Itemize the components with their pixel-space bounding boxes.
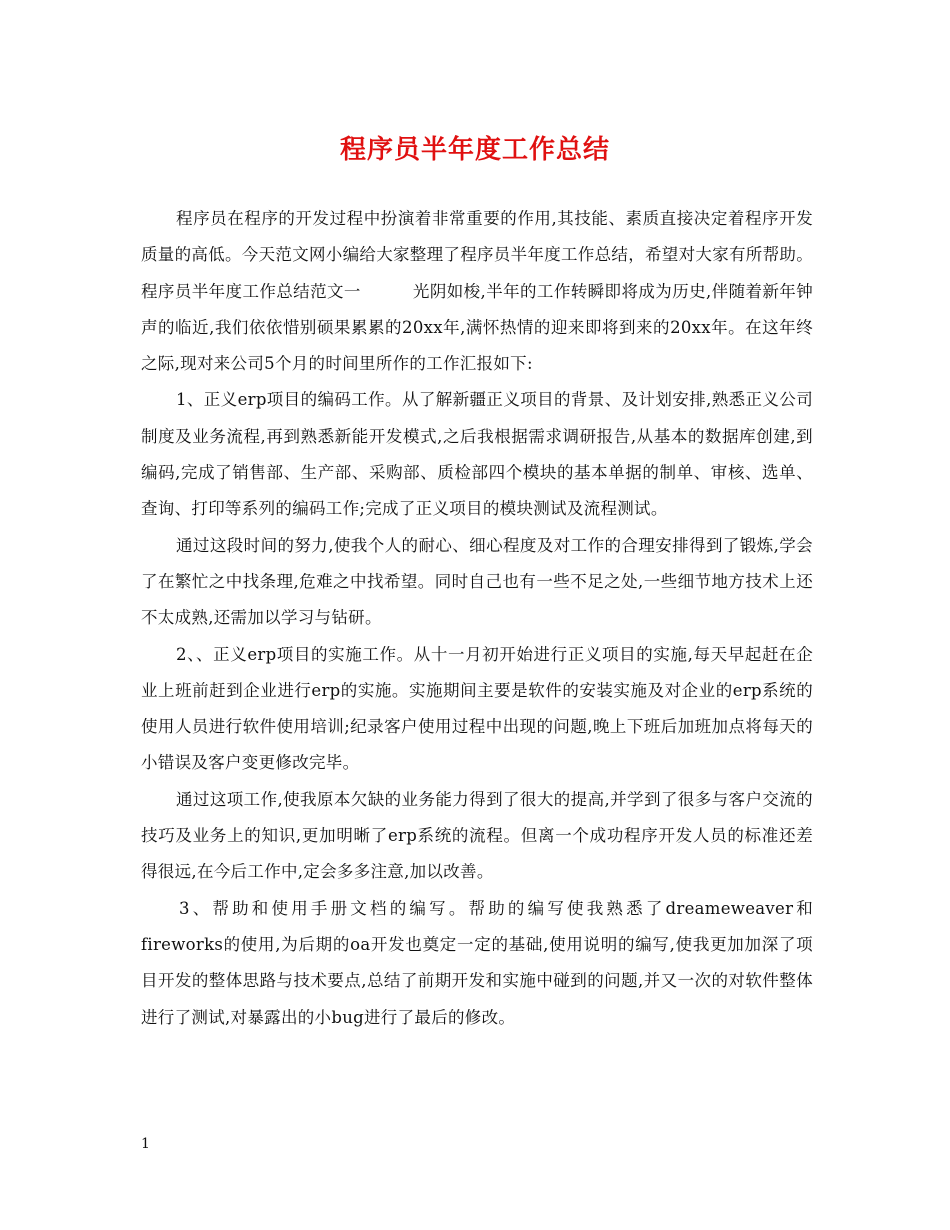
- section-heading: 程序员半年度工作总结范文一: [141, 281, 361, 301]
- body-paragraph: 3、帮助和使用手册文档的编写。帮助的编写使我熟悉了dreameweaver和fireworks的使用,为后期的oa开发也奠定一定的基础,使用说明的编写,使我更加加深了项目开发的整体思路与技术要点,总结了前期开发和实施中碰到的问题,并又一次的对软件整体进行了测试,对暴露出的小bug进行了最后的修改。: [141, 898, 813, 1027]
- body-paragraph: 通过这段时间的努力,使我个人的耐心、细心程度及对工作的合理安排得到了锻炼,学会了在繁忙之中找条理,危难之中找希望。同时自己也有一些不足之处,一些细节地方技术上还不太成熟,还需加以学习与钻研。: [141, 535, 813, 628]
- document-title: 程序员半年度工作总结: [339, 135, 610, 165]
- intro-paragraph: 程序员在程序的开发过程中扮演着非常重要的作用,其技能、素质直接决定着程序开发质量的高低。今天范文网小编给大家整理了程序员半年度工作总结，希望对大家有所帮助。: [141, 209, 813, 265]
- body-paragraph: 1、正义erp项目的编码工作。从了解新疆正义项目的背景、及计划安排,熟悉正义公司制度及业务流程,再到熟悉新能开发模式,之后我根据需求调研报告,从基本的数据库创建,到编码,完成了销售部、生产部、采购部、质检部四个模块的基本单据的制单、审核、选单、查询、打印等系列的编码工作;完成了正义项目的模块测试及流程测试。: [141, 390, 813, 519]
- section-opening: 光阴如梭,半年的工作转瞬即将成为历史,伴随着新年钟声的临近,我们依依惜别硕果累累的20xx年,满怀热情的迎来即将到来的20xx年。在这年终之际,现对来公司5个月的时间里所作的工作汇报如下:: [141, 281, 813, 374]
- page-number: 1: [141, 1136, 150, 1152]
- document-body: [141, 201, 813, 1036]
- section-paragraph: [141, 274, 813, 383]
- body-paragraph: 2、、正义erp项目的实施工作。从十一月初开始进行正义项目的实施,每天早起赶在企业上班前赶到企业进行erp的实施。实施期间主要是软件的安装实施及对企业的erp系统的使用人员进行软件使用培训;纪录客户使用过程中出现的问题,晚上下班后加班加点将每天的小错误及客户变更修改完毕。: [141, 644, 813, 773]
- body-paragraph: 通过这项工作,使我原本欠缺的业务能力得到了很大的提高,并学到了很多与客户交流的技巧及业务上的知识,更加明晰了erp系统的流程。但离一个成功程序开发人员的标准还差得很远,在今后工作中,定会多多注意,加以改善。: [141, 789, 813, 882]
